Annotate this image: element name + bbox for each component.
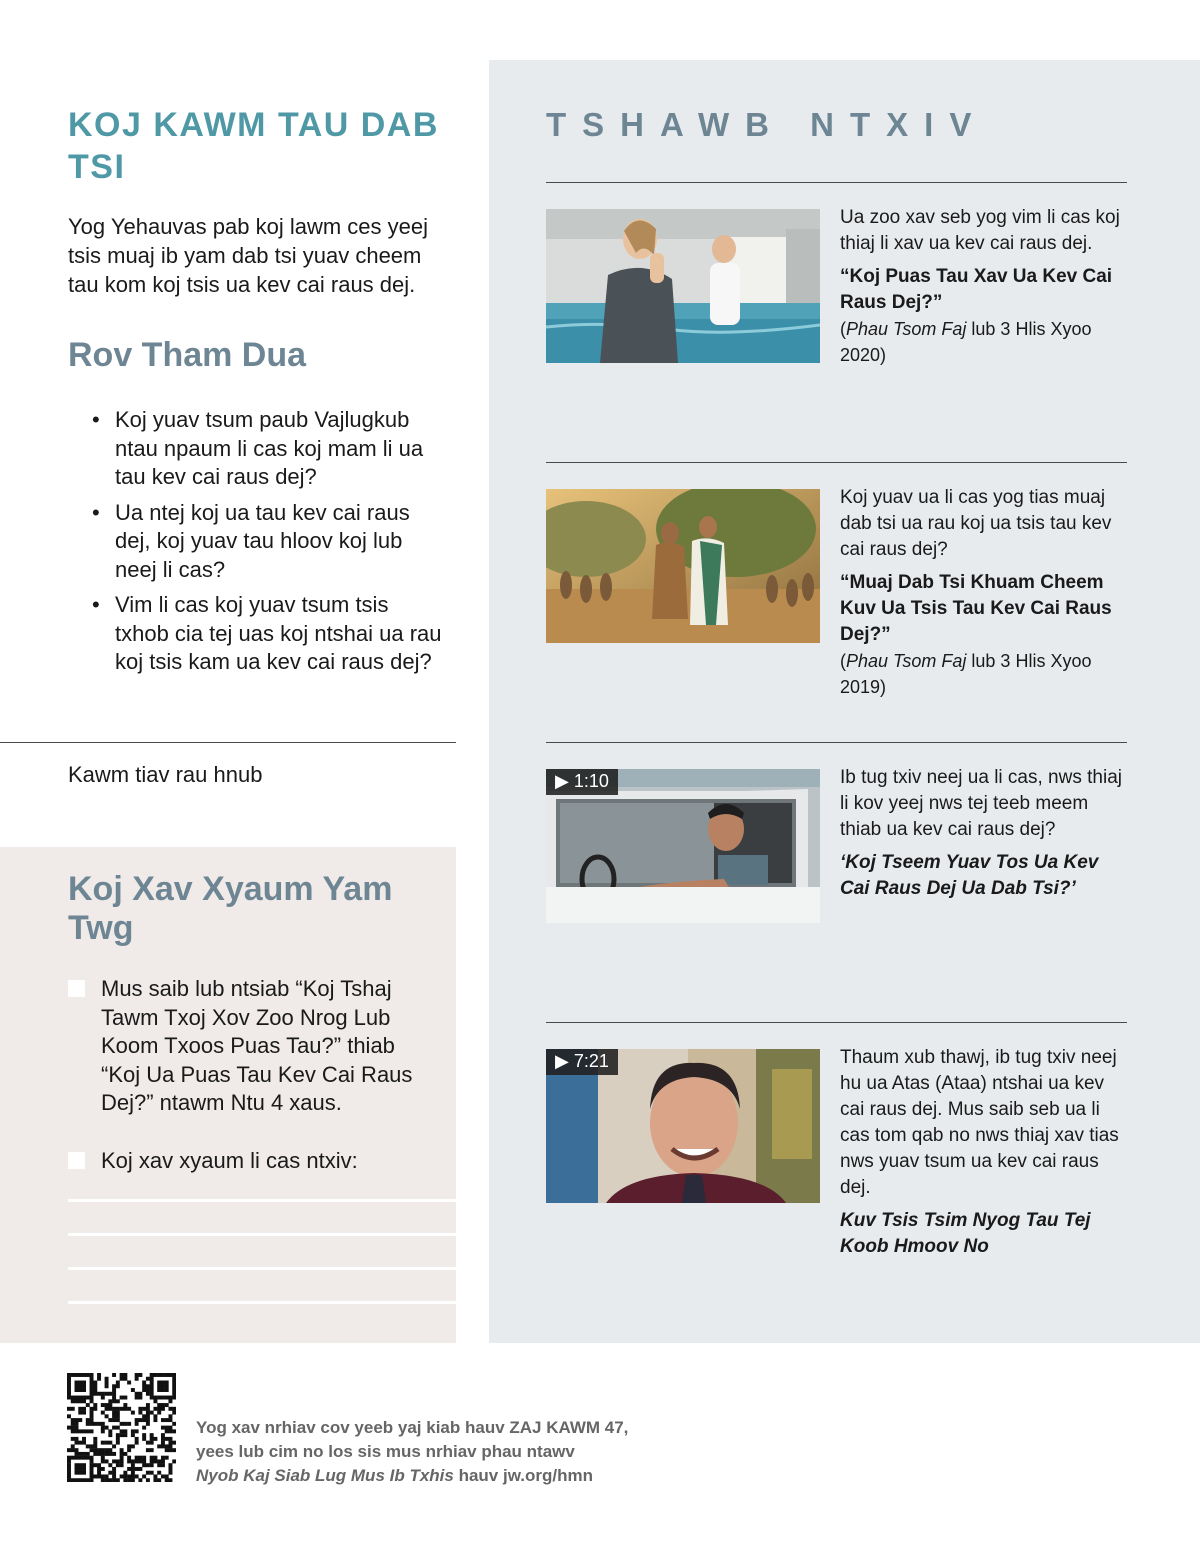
practice-item-text: Koj xav xyaum li cas ntxiv: bbox=[101, 1148, 358, 1173]
card-description: Ua zoo xav seb yog vim li cas koj thiaj li xav ua kev cai raus dej. bbox=[840, 207, 1120, 254]
review-question: • Ua ntej koj ua tau kev cai raus dej, koj yuav tau hloov koj lub neej li cas? bbox=[92, 499, 442, 585]
source-reference: (Phau Tsom Faj lub 3 Hlis Xyoo 2019) bbox=[840, 651, 1092, 697]
card-description: Ib tug txiv neej ua li cas, nws thiaj li kov yeej nws tej teeb meem thiab ua kev cai raus dej? bbox=[840, 767, 1122, 840]
explore-card bbox=[840, 1045, 1125, 1260]
learned-title: KOJ KAWM TAU DAB TSI bbox=[68, 106, 439, 186]
man-driving-car-video[interactable] bbox=[546, 769, 820, 923]
footer-line: Yog xav nrhiav cov yeeb yaj kiab hauv ZAJ KAWM 47, bbox=[196, 1418, 629, 1437]
explore-card bbox=[840, 485, 1125, 700]
writing-line[interactable] bbox=[68, 1301, 456, 1304]
article-link[interactable]: “Muaj Dab Tsi Khuam Cheem Kuv Ua Tsis Tau Kev Cai Raus Dej?” bbox=[840, 572, 1112, 645]
divider bbox=[546, 462, 1127, 463]
smiling-man-video[interactable] bbox=[546, 1049, 820, 1203]
practice-item bbox=[68, 975, 428, 1118]
divider bbox=[546, 182, 1127, 183]
writing-line[interactable] bbox=[68, 1267, 456, 1270]
video-link[interactable]: ‘Koj Tseem Yuav Tos Ua Kev Cai Raus Dej Ua Dab Tsi?’ bbox=[840, 852, 1099, 899]
practice-item bbox=[68, 1147, 428, 1176]
video-duration: ▶ 1:10 bbox=[546, 769, 618, 795]
explore-card bbox=[840, 765, 1125, 902]
article-link[interactable]: “Koj Puas Tau Xav Ua Kev Cai Raus Dej?” bbox=[840, 266, 1113, 313]
completion-date-label: Kawm tiav rau hnub bbox=[68, 762, 263, 787]
baptism-pool-photo[interactable] bbox=[546, 209, 820, 363]
footer-line: yees lub cim no los sis mus nrhiav phau ntawv bbox=[196, 1442, 575, 1461]
divider bbox=[546, 1022, 1127, 1023]
footer-note bbox=[196, 1416, 716, 1488]
video-link[interactable]: Kuv Tsis Tsim Nyog Tau Tej Koob Hmoov No bbox=[840, 1210, 1091, 1257]
checkbox[interactable] bbox=[68, 1152, 85, 1169]
checkbox[interactable] bbox=[68, 980, 85, 997]
divider bbox=[546, 742, 1127, 743]
review-question: • Vim li cas koj yuav tsum tsis txhob cia tej uas koj ntshai ua rau koj tsis kam ua kev cai raus dej? bbox=[92, 591, 442, 677]
philip-eunuch-painting[interactable] bbox=[546, 489, 820, 643]
explore-title: TSHAWB NTXIV bbox=[546, 106, 988, 143]
practice-item-text: Mus saib lub ntsiab “Koj Tshaj Tawm Txoj Xov Zoo Nrog Lub Koom Txoos Puas Tau?” thiab “Koj Ua Puas Tau Kev Cai Raus Dej?” ntawm Ntu 4 xaus. bbox=[101, 976, 413, 1115]
practice-title: Koj Xav Xyaum Yam Twg bbox=[68, 870, 393, 947]
divider bbox=[0, 742, 456, 743]
footer-line: Nyob Kaj Siab Lug Mus Ib Txhis hauv jw.org/hmn bbox=[196, 1466, 594, 1485]
card-description: Thaum xub thawj, ib tug txiv neej hu ua Atas (Ataa) ntshai ua kev cai raus dej. Mus saib seb ua li cas tom qab no nws thiaj xav tias nws yuav tsum ua kev cai raus dej. bbox=[840, 1047, 1119, 1198]
review-question: • Koj yuav tsum paub Vajlugkub ntau npaum li cas koj mam li ua tau kev cai raus dej? bbox=[92, 406, 442, 492]
learned-summary: Yog Yehauvas pab koj lawm ces yeej tsis muaj ib yam dab tsi yuav cheem tau kom koj tsis ua kev cai raus dej. bbox=[68, 214, 428, 297]
source-reference: (Phau Tsom Faj lub 3 Hlis Xyoo 2020) bbox=[840, 319, 1092, 365]
explore-card bbox=[840, 205, 1125, 368]
review-title: Rov Tham Dua bbox=[68, 336, 307, 374]
card-description: Koj yuav ua li cas yog tias muaj dab tsi ua rau koj ua tsis tau kev cai raus dej? bbox=[840, 487, 1112, 560]
video-duration: ▶ 7:21 bbox=[546, 1049, 618, 1075]
publication-title: Nyob Kaj Siab Lug Mus Ib Txhis bbox=[196, 1466, 454, 1485]
writing-line[interactable] bbox=[68, 1199, 456, 1202]
qr-code[interactable] bbox=[67, 1373, 176, 1482]
review-questions bbox=[92, 406, 442, 684]
writing-line[interactable] bbox=[68, 1233, 456, 1236]
